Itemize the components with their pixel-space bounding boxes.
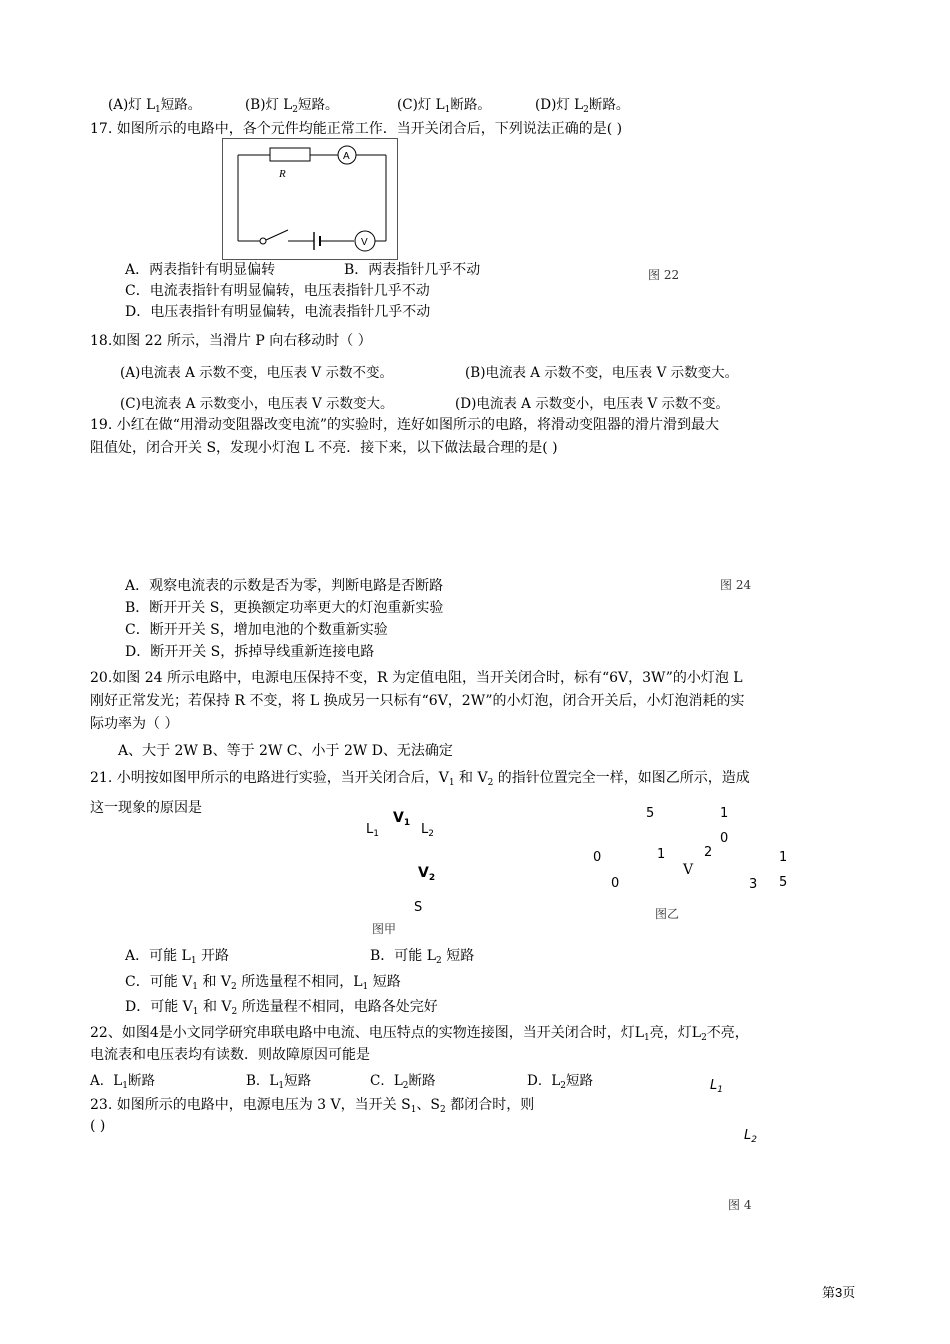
fig4-l2-label: $L_2$ — [744, 1128, 757, 1145]
q20-line-3: 际功率为（ ） — [90, 716, 179, 732]
q16-option-a: (A)灯 $L_1$短路。 — [108, 97, 202, 115]
q19-option-d: D．断开开关 S，拆掉导线重新连接电路 — [125, 644, 375, 660]
fig-yi-tick-5: 5 — [646, 806, 655, 821]
q18-option-d: (D)电流表 A 示数变小，电压表 V 示数不变。 — [455, 396, 730, 412]
fig-yi-v-label: V — [683, 862, 694, 878]
page-number: 第3页 — [822, 1285, 856, 1300]
q22-line-2: 电流表和电压表均有读数．则故障原因可能是 — [90, 1047, 370, 1063]
q18-option-a: (A)电流表 A 示数不变，电压表 V 示数不变。 — [120, 365, 393, 381]
fig-yi-tick-1: 1 — [720, 806, 729, 821]
fig-yi-tick-0-lower: 0 — [611, 876, 620, 891]
fig-yi-tick-1-mid: 1 — [657, 847, 666, 862]
q17-option-b: B．两表指针几乎不动 — [344, 262, 481, 278]
q18-option-b: (B)电流表 A 示数不变，电压表 V 示数变大。 — [465, 365, 739, 381]
fig-yi-tick-0: 0 — [720, 831, 729, 846]
fig4-l1-label: $L_1$ — [710, 1078, 723, 1095]
q17-option-a: A．两表指针有明显偏转 — [125, 262, 276, 278]
fig-jia-s-label: S — [414, 900, 423, 915]
q21-line-1: 21. 小明按如图甲所示的电路进行实验，当开关闭合后，$V_1$ 和 $V_2$ 的指针位置完全一样，如图乙所示，造成 — [90, 770, 750, 788]
fig-yi-tick-0-left: 0 — [593, 850, 602, 865]
q17-option-c: C．电流表指针有明显偏转，电压表指针几乎不动 — [125, 283, 430, 299]
q17-stem: 17. 如图所示的电路中，各个元件均能正常工作．当开关闭合后，下列说法正确的是( ) — [90, 121, 623, 137]
fig-jia-v2-label: $V_2$ — [418, 865, 436, 883]
q19-line-2: 阻值处，闭合开关 S，发现小灯泡 L 不亮．接下来，以下做法最合理的是( ) — [90, 440, 558, 456]
fig-jia-l1-label: $L_1$ — [366, 822, 379, 839]
label-a: A — [343, 151, 350, 162]
q21-option-c: C．可能 $V_1$ 和 $V_2$ 所选量程不相同，$L_1$ 短路 — [125, 974, 401, 992]
q21-option-b: B．可能 $L_2$ 短路 — [370, 948, 475, 966]
fig-jia-caption: 图甲 — [372, 922, 397, 936]
q19-line-1: 19. 小红在做“用滑动变阻器改变电流”的实验时，连好如图所示的电路，将滑动变阻器的滑片滑到最大 — [90, 417, 720, 433]
figure-24-caption: 图 24 — [720, 578, 752, 592]
q16-option-c: (C)灯 $L_1$断路。 — [397, 97, 491, 115]
fig-yi-tick-3: 3 — [749, 877, 758, 892]
q22-option-c: C．$L_2$断路 — [370, 1073, 436, 1091]
q23-line-2: ( ) — [90, 1118, 106, 1134]
q21-option-a: A．可能 $L_1$ 开路 — [125, 948, 230, 966]
q22-option-b: B．$L_1$短路 — [246, 1073, 312, 1091]
q20-line-1: 20.如图 24 所示电路中，电源电压保持不变，R 为定值电阻，当开关闭合时，标有“6V，3W”的小灯泡 L — [90, 670, 743, 686]
fig-jia-v1-label: $V_1$ — [393, 810, 411, 828]
q17-circuit-diagram — [222, 138, 398, 260]
figure-4-caption: 图 4 — [728, 1198, 752, 1212]
fig-yi-tick-2: 2 — [704, 845, 713, 860]
q19-option-c: C．断开开关 S，增加电池的个数重新实验 — [125, 622, 388, 638]
fig-yi-caption: 图乙 — [655, 907, 680, 921]
q22-line-1: 22、如图4是小文同学研究串联电路中电流、电压特点的实物连接图，当开关闭合时，灯$L_1$亮，灯$L_2$不亮， — [90, 1025, 749, 1043]
q19-option-a: A．观察电流表的示数是否为零，判断电路是否断路 — [125, 578, 444, 594]
q22-option-a: A．$L_1$断路 — [90, 1073, 155, 1091]
q20-options: A、大于 2W B、等于 2W C、小于 2W D、无法确定 — [118, 743, 453, 759]
figure-22-caption: 图 22 — [648, 268, 680, 282]
q20-line-2: 刚好正常发光；若保持 R 不变，将 L 换成另一只标有“6V，2W”的小灯泡，闭合开关后，小灯泡消耗的实 — [90, 693, 745, 709]
q18-stem: 18.如图 22 所示，当滑片 P 向右移动时（ ） — [90, 333, 372, 349]
fig-jia-l2-label: $L_2$ — [421, 822, 434, 839]
label-v: V — [361, 237, 368, 248]
q18-option-c: (C)电流表 A 示数变小，电压表 V 示数变大。 — [120, 396, 394, 412]
fig-yi-tick-5-right: 5 — [779, 875, 788, 890]
q16-option-d: (D)灯 $L_2$断路。 — [535, 97, 630, 115]
q22-option-d: D．$L_2$短路 — [527, 1073, 594, 1091]
q21-option-d: D．可能 $V_1$ 和 $V_2$ 所选量程不相同，电路各处完好 — [125, 999, 438, 1017]
switch-s — [266, 230, 288, 240]
label-r: R — [279, 168, 286, 180]
q21-line-2: 这一现象的原因是 — [90, 800, 202, 816]
q16-option-b: (B)灯 $L_2$短路。 — [245, 97, 339, 115]
q17-option-d: D．电压表指针有明显偏转，电流表指针几乎不动 — [125, 304, 431, 320]
q23-line-1: 23. 如图所示的电路中，电源电压为 3 V，当开关 $S_1$、$S_2$ 都闭合时，则 — [90, 1097, 535, 1115]
resistor-r — [270, 148, 310, 161]
fig-yi-tick-1-right: 1 — [779, 850, 788, 865]
q19-option-b: B．断开开关 S，更换额定功率更大的灯泡重新实验 — [125, 600, 444, 616]
